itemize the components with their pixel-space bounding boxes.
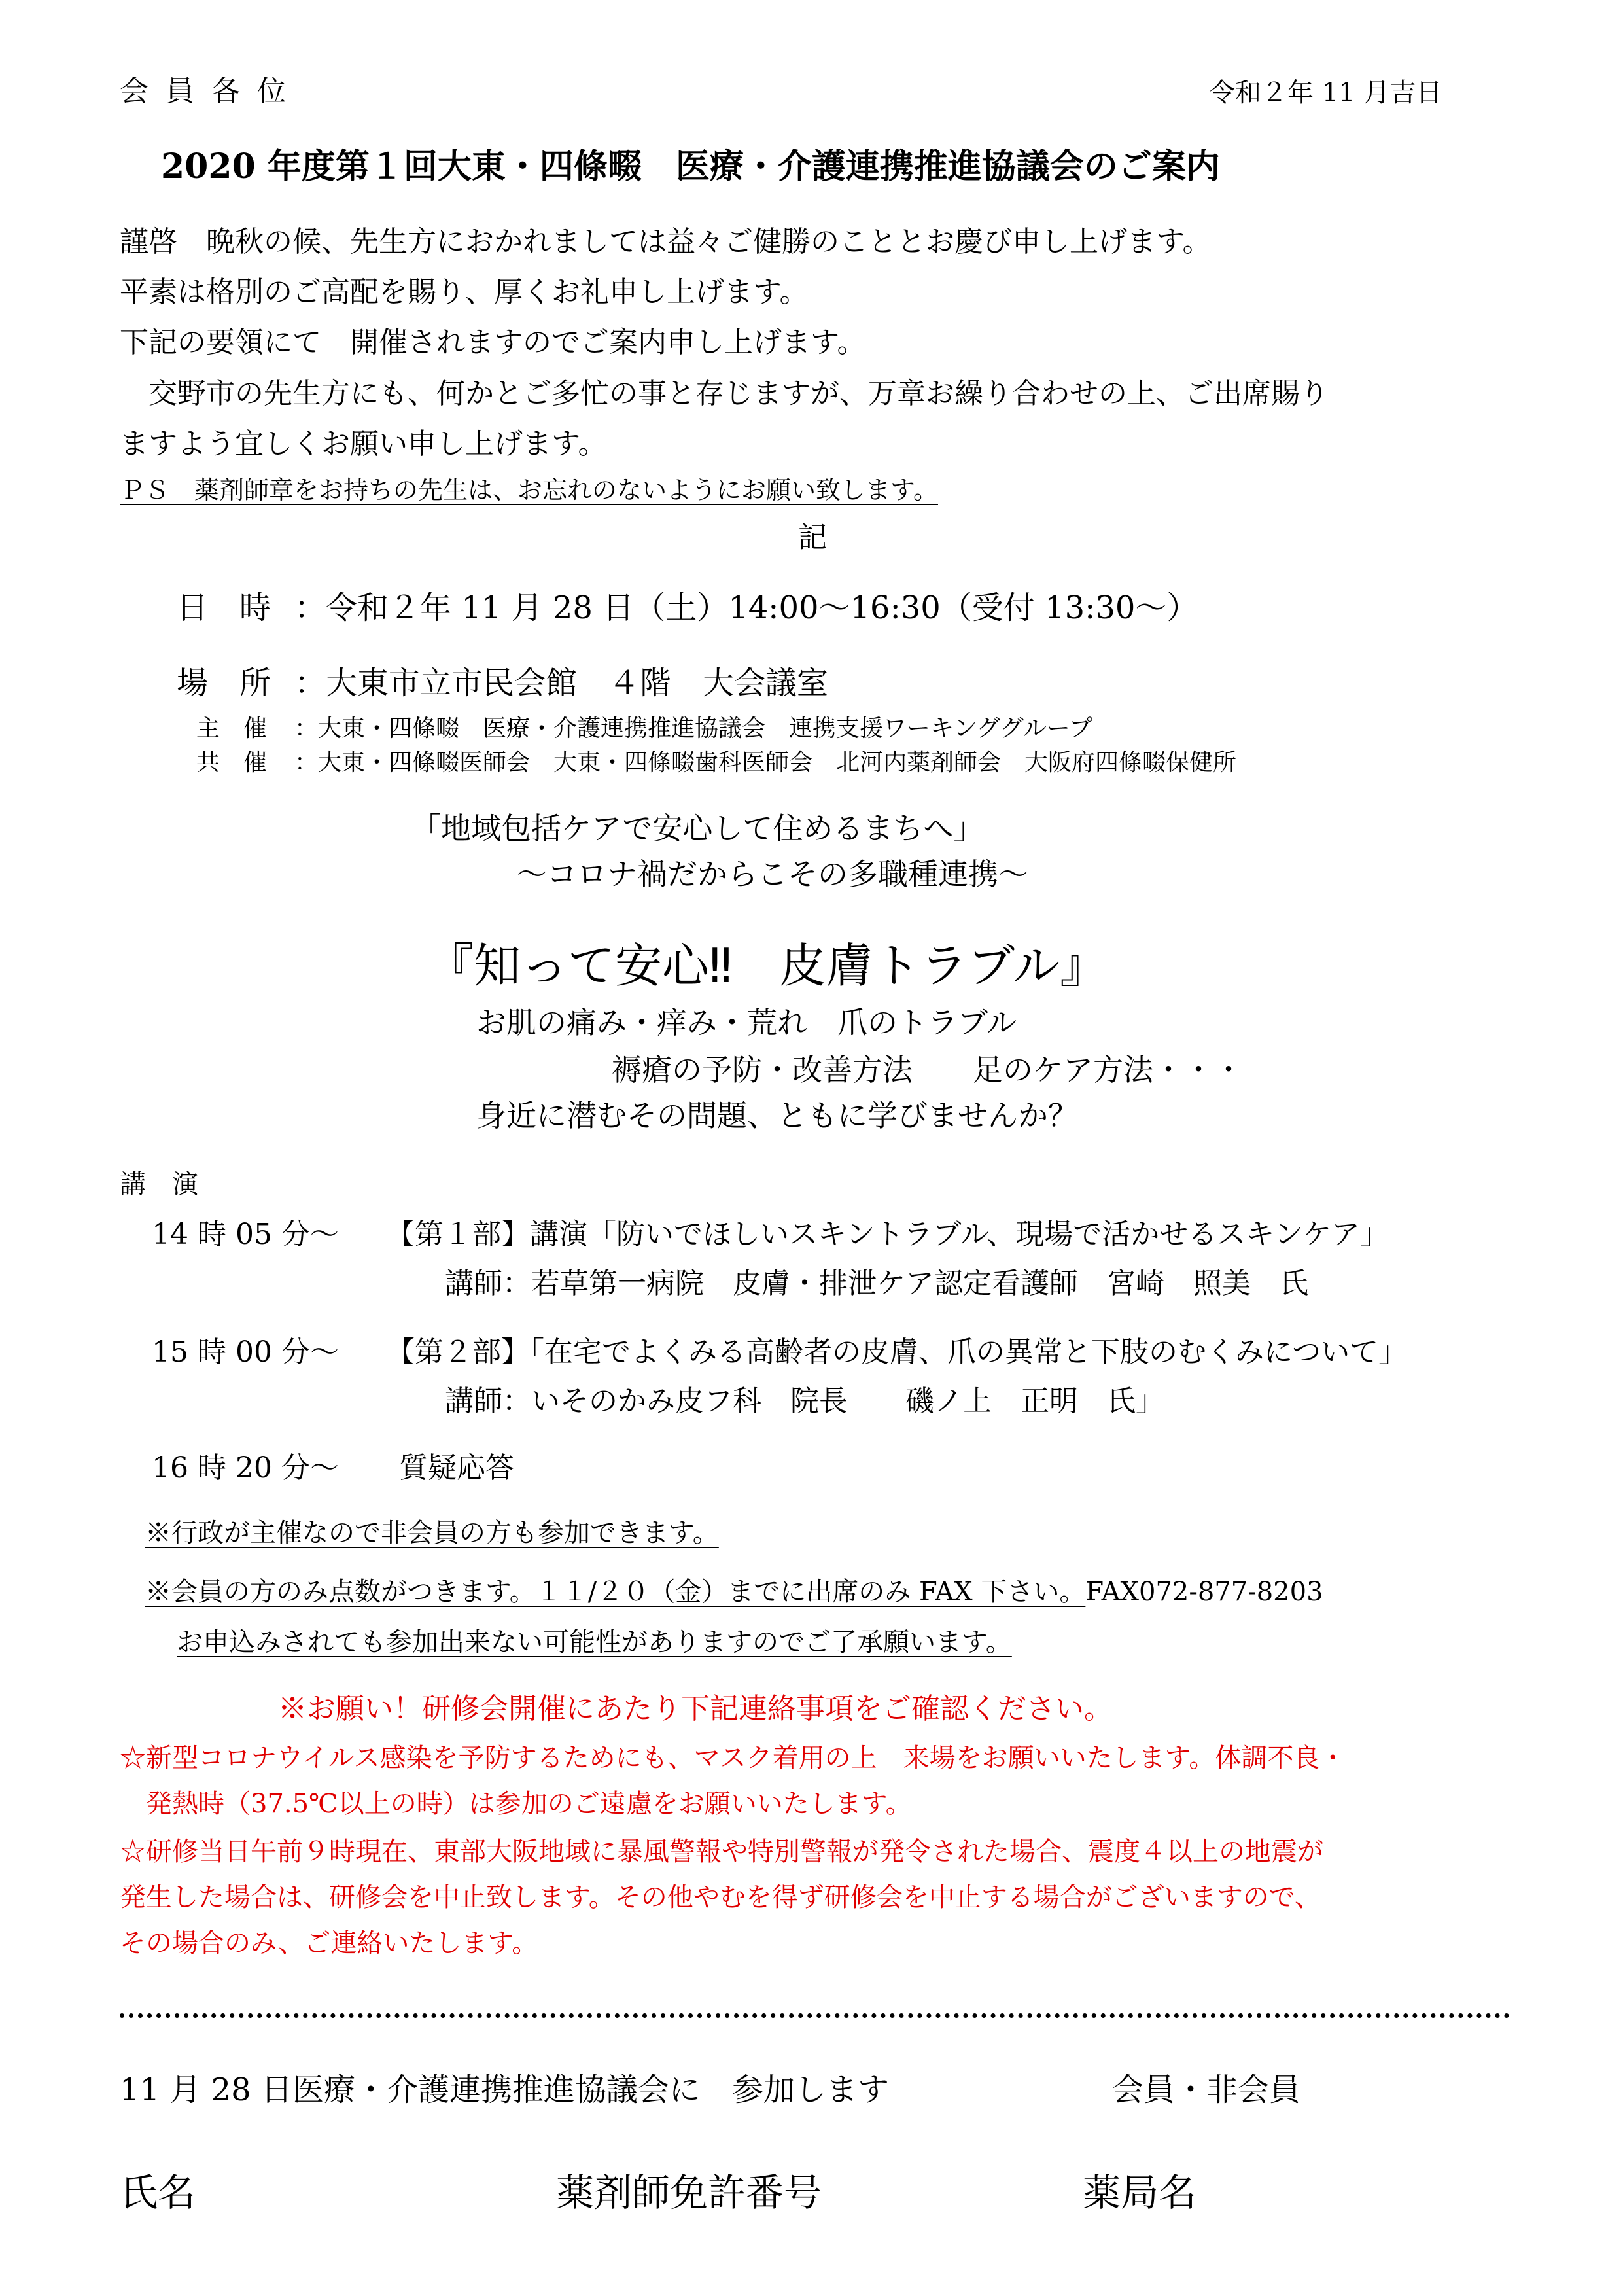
ki-mark: 記 — [798, 521, 827, 554]
headline: 『知って安心‼ 皮膚トラブル』 — [427, 938, 1108, 993]
part2-time: 15 時 00 分～ — [152, 1335, 339, 1369]
cohost-value: ：大東・四條畷医師会 大東・四條畷歯科医師会 北河内薬剤師会 大阪府四條畷保健所 — [294, 749, 1237, 776]
theme-sub-3: 身近に潜むその問題、ともに学びませんか？ — [476, 1098, 1078, 1133]
note-member-points-text: ※会員の方のみ点数がつきます。１１/２０（金）までに出席のみ FAX 下さい。 — [145, 1577, 1086, 1607]
request-heading: ※お願い！研修会開催にあたり下記連絡事項をご確認ください。 — [278, 1692, 1113, 1725]
member-choice[interactable]: 会員・非会員 — [1112, 2072, 1301, 2108]
program-heading: 講 演 — [120, 1169, 198, 1199]
theme-sub-2: 褥瘡の予防・改善方法 足のケア方法・・・ — [612, 1052, 1244, 1087]
part1-time: 14 時 05 分～ — [152, 1218, 339, 1251]
intro-line-3: 下記の要領にて 開催されますのでご案内申し上げます。 — [120, 326, 866, 359]
request-1b: 発熱時（37.5℃以上の時）は参加のご遠慮をお願いいたします。 — [120, 1789, 912, 1819]
intro-line-4: 交野市の先生方にも、何かとご多忙の事と存じますが、万章お繰り合わせの上、ご出席賜り — [120, 377, 1329, 410]
qa-label: 質疑応答 — [399, 1451, 514, 1485]
place-value: ：大東市立市民会館 ４階 大会議室 — [294, 665, 829, 701]
theme-line-1: 「地域包括ケアで安心して住めるまちへ」 — [411, 811, 984, 846]
intro-line-2: 平素は格別のご高配を賜り、厚くお礼申し上げます。 — [120, 275, 809, 309]
intro-line-5: ますよう宜しくお願い申し上げます。 — [120, 427, 607, 461]
cohost-label: 共 催 — [196, 749, 268, 776]
date-value: ：令和２年 11 月 28 日（土）14:00～16:30（受付 13:30～） — [294, 590, 1198, 626]
place-label: 場 所 — [177, 665, 271, 701]
request-2c: その場合のみ、ご連絡いたします。 — [120, 1928, 538, 1958]
note-non-member: ※行政が主催なので非会員の方も参加できます。 — [145, 1518, 719, 1548]
part2-speaker: 講師：いそのかみ皮フ科 院長 磯ノ上 正明 氏」 — [445, 1385, 1164, 1418]
request-2b: 発生した場合は、研修会を中止致します。その他やむを得ず研修会を中止する場合がございますので、 — [120, 1882, 1321, 1913]
host-value: ：大東・四條畷 医療・介護連携推進協議会 連携支援ワーキンググループ — [294, 715, 1093, 742]
note-member-points — [145, 1579, 1323, 1605]
host-label: 主 催 — [196, 715, 268, 742]
note-may-not-attend: お申込みされても参加出来ない可能性がありますのでご了承願います。 — [177, 1627, 1012, 1657]
intro-line-1: 謹啓 晩秋の候、先生方におかれましては益々ご健勝のこととお慶び申し上げます。 — [120, 225, 1212, 258]
license-label: 薬剤師免許番号 — [556, 2170, 822, 2215]
request-2a: ☆研修当日午前９時現在、東部大阪地域に暴風警報や特別警報が発令された場合、震度４以上の地震が — [120, 1837, 1323, 1867]
addressee: 会 員 各 位 — [120, 75, 290, 108]
ps-note: ＰＳ 薬剤師章をお持ちの先生は、お忘れのないようにお願い致します。 — [120, 476, 938, 504]
page-title: 2020 年度第１回大東・四條畷 医療・介護連携推進協議会のご案内 — [161, 147, 1220, 186]
fax-number: FAX072-877-8203 — [1085, 1577, 1323, 1607]
date-label: 日 時 — [177, 590, 271, 626]
part2-title: 【第２部】「在宅でよくみる高齢者の皮膚、爪の異常と下肢のむくみについて」 — [386, 1335, 1408, 1369]
part1-speaker: 講師：若草第一病院 皮膚・排泄ケア認定看護師 宮崎 照美 氏 — [445, 1267, 1308, 1300]
part1-title: 【第１部】講演「防いでほしいスキントラブル、現場で活かせるスキンケア」 — [386, 1218, 1389, 1251]
name-label: 氏名 — [120, 2170, 196, 2215]
cut-line — [120, 2013, 1510, 2018]
theme-sub-1: お肌の痛み・痒み・荒れ 爪のトラブル — [476, 1005, 1017, 1040]
request-1a: ☆新型コロナウイルス感染を予防するためにも、マスク着用の上 来場をお願いいたします。体調不良・ — [120, 1743, 1346, 1773]
pharmacy-label: 薬局名 — [1083, 2170, 1197, 2215]
theme-line-2: ～コロナ禍だからこその多職種連携～ — [517, 857, 1028, 892]
qa-time: 16 時 20 分～ — [152, 1451, 339, 1485]
issue-date: 令和２年 11 月吉日 — [1209, 78, 1442, 108]
attend-line: 11 月 28 日医療・介護連携推進協議会に 参加します — [120, 2072, 889, 2108]
